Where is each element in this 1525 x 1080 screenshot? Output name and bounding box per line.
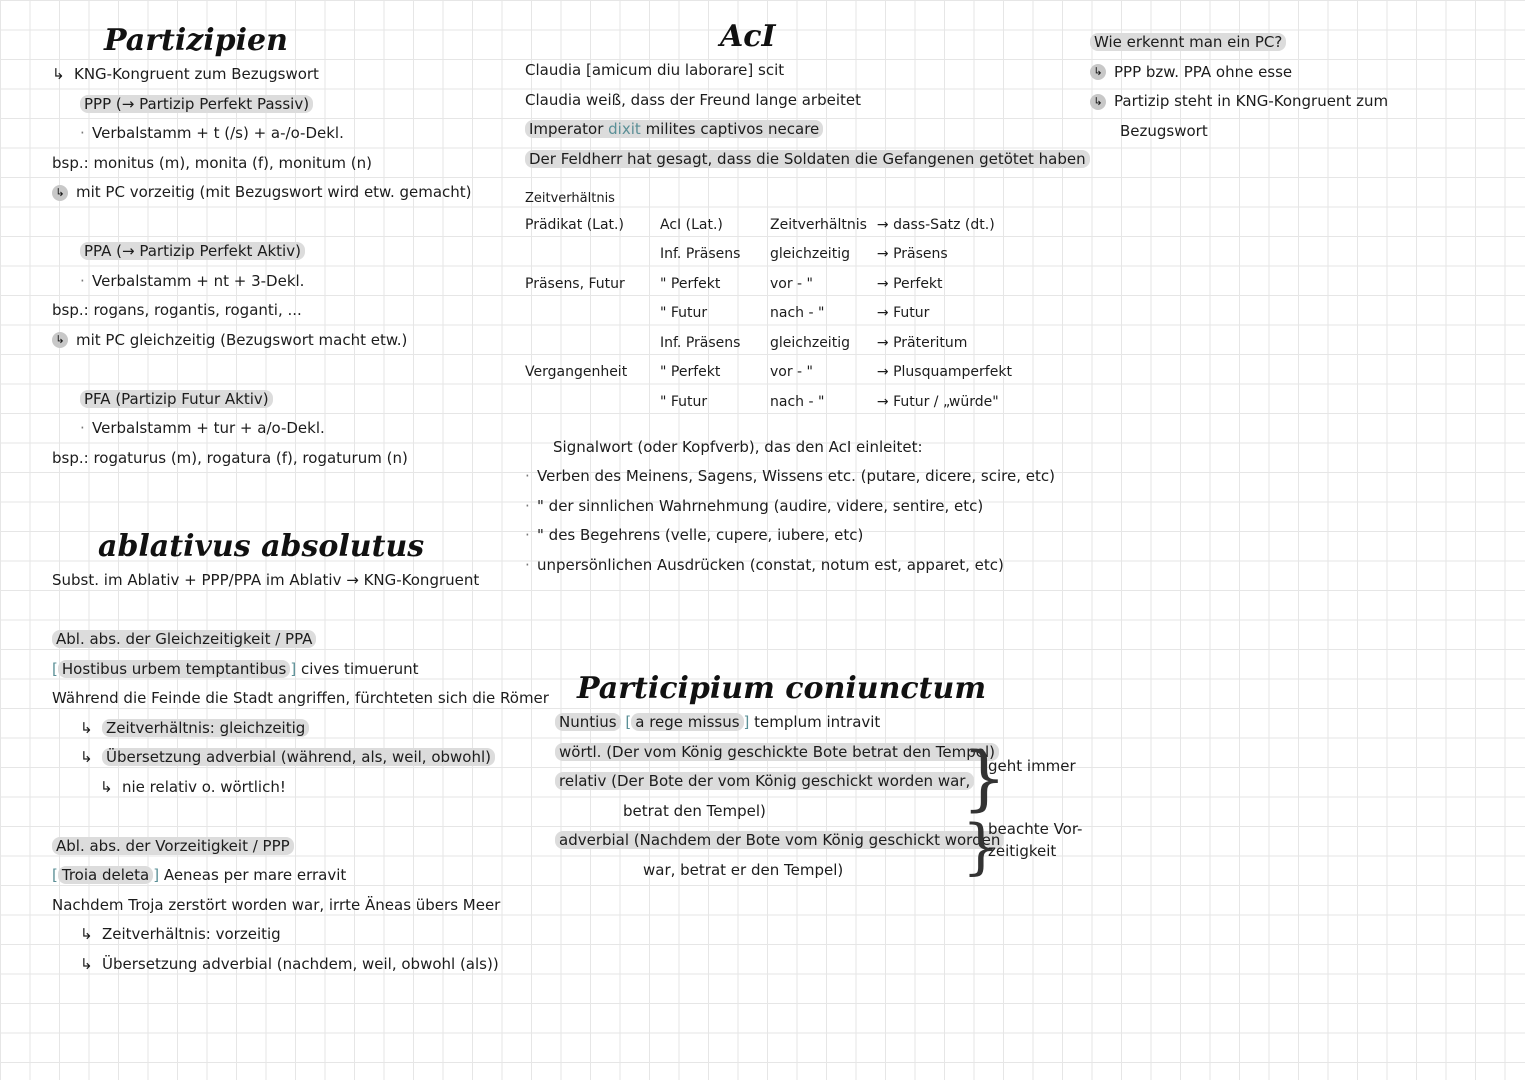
vz-note-2: ↳ Übersetzung adverbial (nachdem, weil, obwohl (als)) (52, 950, 522, 980)
ppp-note: ↳ mit PC vorzeitig (mit Bezugswort wird etw. gemacht) (52, 178, 512, 208)
vz-header: Abl. abs. der Vorzeitigkeit / PPP (52, 832, 522, 862)
table-header-row (525, 210, 1022, 240)
table-row: Präsens, Futur " Perfekt vor - " → Perfekt (525, 275, 943, 292)
ppa-formula: · Verbalstamm + nt + 3-Dekl. (52, 267, 512, 297)
gz-latin: [ Hostibus urbem temptantibus ] cives timuerunt (52, 659, 419, 678)
arrow-icon: ↳ (80, 925, 93, 943)
recognize-title: Wie erkennt man ein PC? (1090, 28, 1490, 58)
bullet-icon: · (80, 124, 85, 142)
pc-item-relativ: relativ (Der Bote der vom König geschickt worden war, (555, 767, 995, 797)
arrow-dot-icon: ↳ (52, 185, 68, 201)
pc-brace-note-1: geht immer (988, 757, 1076, 775)
table-header-cell: Prädikat (Lat.) (525, 216, 624, 233)
signal-item: · unpersönlichen Ausdrücken (constat, notum est, apparet, etc) (525, 551, 1085, 581)
pc-item-adverbial-cont: war, betrat er den Tempel) (643, 860, 844, 879)
arrow-icon: ↳ (80, 954, 93, 973)
table-row: " Futur nach - " → Futur (660, 305, 930, 322)
arrow-dot-icon: ↳ (1090, 94, 1106, 110)
pc-title: Participium coniunctum (577, 671, 987, 706)
arrow-icon: ↳ (52, 65, 65, 83)
ablativus-title: ablativus absolutus (98, 529, 425, 564)
table-row: Inf. Präsens gleichzeitig → Präteritum (660, 334, 968, 351)
table-header-cell: Zeitverhältnis (770, 216, 867, 233)
gz-note-2: ↳ Übersetzung adverbial (während, als, weil, obwohl) (52, 743, 522, 773)
vz-latin: [ Troia deleta ] Aeneas per mare erravit (52, 866, 347, 884)
pc-brace-note-2: beachte Vor- zeitigkeit (988, 820, 1083, 860)
bullet-icon: · (525, 496, 530, 515)
brace-icon: } (962, 812, 1001, 882)
brace-icon: } (962, 737, 1007, 819)
pc-item-relativ-cont: betrat den Tempel) (623, 801, 766, 820)
recognize-item-1: ↳ PPP bzw. PPA ohne esse (1090, 58, 1490, 88)
aci-example-1: Claudia [amicum diu laborare] scit (525, 61, 785, 79)
bullet-icon: · (525, 526, 530, 544)
aci-section (525, 18, 1085, 580)
ablativus-section (52, 528, 549, 979)
arrow-dot-icon: ↳ (52, 332, 68, 348)
pfa-header: PFA (Partizip Futur Aktiv) (52, 385, 512, 415)
signal-header: Signalwort (oder Kopfverb), das den AcI einleitet: (553, 437, 923, 456)
pc-example: Nuntius [ a rege missus ] templum intravit (555, 708, 995, 738)
vz-note-1: ↳ Zeitverhältnis: vorzeitig (52, 920, 522, 950)
gz-note-3: ↳ nie relativ o. wörtlich! (52, 773, 522, 803)
signal-item: · Verben des Meinens, Sagens, Wissens etc. (putare, dicere, scire, etc) (525, 462, 1085, 492)
partizipien-section (52, 22, 512, 473)
gz-header: Abl. abs. der Gleichzeitigkeit / PPA (52, 625, 522, 655)
signal-item: · " der sinnlichen Wahrnehmung (audire, videre, sentire, etc) (525, 492, 1085, 522)
partizipien-title: Partizipien (104, 23, 288, 58)
ablativus-definition: Subst. im Ablativ + PPP/PPA im Ablativ → KNG-Kongruent (52, 571, 480, 589)
table-header-cell: → dass-Satz (dt.) (876, 216, 995, 233)
bullet-icon: · (525, 467, 530, 485)
pfa-example: bsp.: rogaturus (m), rogatura (f), rogaturum (n) (52, 448, 408, 467)
pc-section (555, 670, 1001, 885)
arrow-dot-icon: ↳ (1090, 64, 1106, 80)
vz-translation: Nachdem Troja zerstört worden war, irrte Äneas übers Meer (52, 895, 501, 914)
bullet-icon: · (80, 419, 85, 437)
partizipien-intro: ↳ KNG-Kongruent zum Bezugswort (52, 60, 512, 90)
pfa-formula: · Verbalstamm + tur + a/o-Dekl. (52, 414, 512, 444)
arrow-icon: ↳ (80, 718, 93, 737)
bullet-icon: · (525, 555, 530, 574)
table-row: Inf. Präsens gleichzeitig → Präsens (660, 246, 948, 263)
table-row: " Futur nach - " → Futur / „würde" (660, 393, 999, 410)
aci-title: AcI (720, 19, 776, 54)
gz-translation: Während die Feinde die Stadt angriffen, fürchteten sich die Römer (52, 689, 549, 707)
recognize-section (1090, 28, 1490, 146)
arrow-icon: ↳ (80, 748, 93, 766)
ppp-example: bsp.: monitus (m), monita (f), monitum (n) (52, 153, 373, 172)
pc-item-woertlich: wörtl. (Der vom König geschickte Bote betrat den Tempel) (555, 738, 995, 768)
ppp-header: PPP (→ Partizip Perfekt Passiv) (52, 90, 512, 120)
ppp-formula: · Verbalstamm + t (/s) + a-/o-Dekl. (52, 119, 512, 149)
aci-table-caption: Zeitverhältnis (525, 191, 615, 206)
bullet-icon: · (80, 271, 85, 290)
aci-example-4: Der Feldherr hat gesagt, dass die Soldaten die Gefangenen getötet haben (525, 145, 1085, 175)
arrow-icon: ↳ (100, 777, 113, 796)
pc-item-adverbial: adverbial (Nachdem der Bote vom König geschickt worden (555, 826, 995, 856)
signal-item: · " des Begehrens (velle, cupere, iubere, etc) (525, 521, 1085, 551)
ppa-example: bsp.: rogans, rogantis, roganti, ... (52, 301, 302, 319)
ppa-header: PPA (→ Partizip Perfekt Aktiv) (52, 237, 512, 267)
recognize-item-2: ↳ Partizip steht in KNG-Kongruent zum (1090, 87, 1490, 117)
recognize-item-2-cont: Bezugswort (1120, 121, 1208, 140)
aci-example-3: Imperator dixit milites captivos necare (525, 115, 1085, 145)
table-row: Vergangenheit " Perfekt vor - " → Plusquamperfekt (525, 364, 1012, 381)
aci-tense-table (525, 210, 1022, 417)
aci-example-2: Claudia weiß, dass der Freund lange arbeitet (525, 90, 861, 109)
table-header-cell: AcI (Lat.) (660, 216, 723, 233)
ppa-note: ↳ mit PC gleichzeitig (Bezugswort macht etw.) (52, 326, 512, 356)
gz-note-1: ↳ Zeitverhältnis: gleichzeitig (52, 714, 522, 744)
